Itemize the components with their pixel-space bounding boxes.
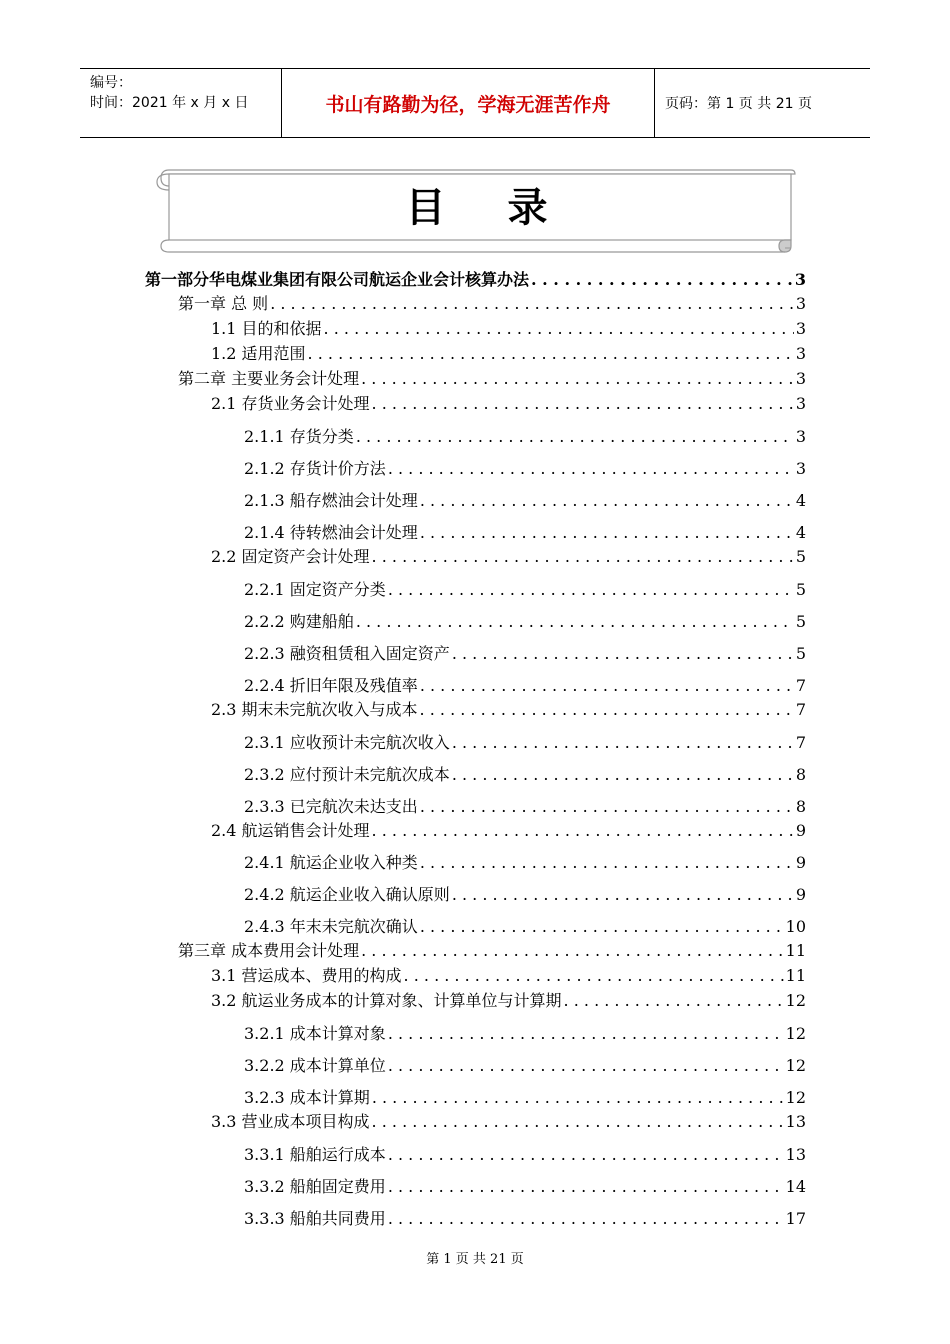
toc-entry-page: 5: [795, 612, 806, 631]
toc-entry-page: 12: [785, 991, 806, 1010]
toc-entry[interactable]: [244, 1174, 806, 1197]
toc-entry-label: 3.3.2 船舶固定费用: [244, 1177, 386, 1196]
toc-entry-label: 第三章 成本费用会计处理: [178, 941, 360, 960]
toc-entry-label: 2.4 航运销售会计处理: [211, 821, 370, 840]
toc-entry-page: 17: [785, 1209, 806, 1228]
toc-entry-label: 2.4.2 航运企业收入确认原则: [244, 885, 450, 904]
toc-entry[interactable]: [244, 520, 806, 543]
page-footer: 第 1 页 共 21 页: [426, 1252, 524, 1267]
toc-entry-page: 8: [795, 797, 806, 816]
toc-entry[interactable]: [211, 341, 806, 364]
page-header: [80, 68, 870, 138]
toc-entry[interactable]: [244, 488, 806, 511]
toc-entry-page: 10: [785, 917, 806, 936]
toc-entry-label: 2.2.4 折旧年限及残值率: [244, 676, 418, 695]
toc-entry[interactable]: [211, 818, 806, 841]
toc-entry[interactable]: [211, 544, 806, 567]
toc-entry-page: 3: [795, 394, 806, 413]
toc-entry-page: 3: [795, 459, 806, 478]
toc-leader-dots: [388, 580, 794, 599]
toc-entry-label: 3.2.2 成本计算单位: [244, 1056, 386, 1075]
toc-entry-page: 9: [795, 885, 806, 904]
toc-entry-label: 2.1.2 存货计价方法: [244, 459, 386, 478]
toc-entry-page: 3: [794, 270, 806, 289]
toc-entry[interactable]: [244, 641, 806, 664]
toc-leader-dots: [452, 733, 794, 752]
toc-entry-label: 第一部分华电煤业集团有限公司航运企业会计核算办法: [145, 270, 530, 289]
toc-entry-label: 2.1.4 待转燃油会计处理: [244, 523, 418, 542]
toc-entry[interactable]: [178, 938, 806, 961]
toc-leader-dots: [452, 885, 794, 904]
toc-leader-dots: [388, 1145, 784, 1164]
toc-entry-page: 7: [795, 700, 806, 719]
toc-entry-label: 第一章 总 则: [178, 294, 269, 313]
toc-entry-page: 13: [785, 1112, 806, 1131]
toc-leader-dots: [420, 676, 794, 695]
toc-leader-dots: [452, 644, 794, 663]
toc-entry[interactable]: [244, 609, 806, 632]
toc-leader-dots: [388, 1177, 784, 1196]
toc-leader-dots: [388, 1056, 784, 1075]
toc-entry[interactable]: [244, 762, 806, 785]
toc-leader-dots: [420, 797, 794, 816]
toc-entry-label: 2.4.3 年末未完航次确认: [244, 917, 418, 936]
toc-entry-page: 12: [785, 1088, 806, 1107]
title-scroll: [155, 160, 800, 255]
toc-entry[interactable]: [244, 850, 806, 873]
toc-leader-dots: [372, 394, 794, 413]
toc-entry-label: 3.3.3 船舶共同费用: [244, 1209, 386, 1228]
toc-entry-label: 2.2.1 固定资产分类: [244, 580, 386, 599]
toc-entry[interactable]: [244, 1021, 806, 1044]
toc-entry-label: 2.3.1 应收预计未完航次收入: [244, 733, 450, 752]
toc-leader-dots: [356, 427, 794, 446]
page-title: 目录: [405, 184, 610, 231]
toc-leader-dots: [388, 459, 794, 478]
toc-entry-page: 12: [785, 1024, 806, 1043]
toc-entry[interactable]: [145, 267, 806, 290]
toc-entry-page: 3: [795, 344, 806, 363]
toc-leader-dots: [420, 917, 784, 936]
header-meta: [80, 69, 281, 137]
toc-entry-page: 4: [795, 491, 806, 510]
toc-entry[interactable]: [211, 391, 806, 414]
toc-entry-page: 3: [795, 369, 806, 388]
toc-leader-dots: [270, 294, 794, 313]
toc-entry-label: 3.2.1 成本计算对象: [244, 1024, 386, 1043]
toc-entry-page: 3: [795, 319, 806, 338]
time-label: 时间：2021 年 x 月 x 日: [90, 95, 249, 111]
toc-entry-page: 12: [785, 1056, 806, 1075]
toc-entry-label: 3.2.3 成本计算期: [244, 1088, 370, 1107]
toc-entry[interactable]: [178, 366, 806, 389]
toc-leader-dots: [452, 765, 794, 784]
toc-entry-page: 3: [795, 427, 806, 446]
toc-entry[interactable]: [244, 914, 806, 937]
toc-leader-dots: [388, 1024, 784, 1043]
number-label: 编号：: [90, 75, 132, 91]
toc-leader-dots: [361, 369, 794, 388]
toc-leader-dots: [420, 523, 794, 542]
toc-entry[interactable]: [244, 1053, 806, 1076]
toc-entry[interactable]: [244, 1142, 806, 1165]
toc-entry-page: 9: [795, 853, 806, 872]
toc-leader-dots: [372, 821, 794, 840]
toc-entry-label: 3.1 营运成本、费用的构成: [211, 966, 402, 985]
toc-entry-label: 2.2.3 融资租赁租入固定资产: [244, 644, 450, 663]
toc-entry-page: 7: [795, 676, 806, 695]
toc-entry[interactable]: [211, 1109, 806, 1132]
toc-entry-page: 5: [795, 547, 806, 566]
header-motto: 书山有路勤为径，学海无涯苦作舟: [281, 69, 655, 137]
toc-leader-dots: [372, 1088, 784, 1107]
toc-leader-dots: [308, 344, 794, 363]
toc-entry[interactable]: [244, 673, 806, 696]
toc-entry-page: 9: [795, 821, 806, 840]
toc-leader-dots: [404, 966, 784, 985]
toc-entry-page: 7: [795, 733, 806, 752]
toc-entry-label: 1.2 适用范围: [211, 344, 306, 363]
toc-leader-dots: [420, 853, 794, 872]
toc-entry[interactable]: [244, 1206, 806, 1229]
header-page-info: 页码：第 1 页 共 21 页: [665, 96, 812, 112]
toc-leader-dots: [531, 270, 793, 289]
toc-entry[interactable]: [178, 291, 806, 314]
toc-leader-dots: [388, 1209, 784, 1228]
toc-entry-page: 13: [785, 1145, 806, 1164]
toc-entry[interactable]: [244, 882, 806, 905]
toc-entry-label: 2.3.2 应付预计未完航次成本: [244, 765, 450, 784]
toc-leader-dots: [324, 319, 794, 338]
toc-leader-dots: [356, 612, 794, 631]
toc-entry[interactable]: [211, 316, 806, 339]
toc-entry[interactable]: [244, 794, 806, 817]
toc-leader-dots: [361, 941, 784, 960]
toc-leader-dots: [564, 991, 784, 1010]
toc-entry-page: 14: [785, 1177, 806, 1196]
toc-leader-dots: [372, 1112, 784, 1131]
toc-entry-label: 3.2 航运业务成本的计算对象、计算单位与计算期: [211, 991, 562, 1010]
toc-leader-dots: [420, 700, 794, 719]
toc-entry-label: 2.3.3 已完航次未达支出: [244, 797, 418, 816]
toc-entry-label: 2.1 存货业务会计处理: [211, 394, 370, 413]
toc-entry-label: 第二章 主要业务会计处理: [178, 369, 360, 388]
toc-entry-page: 8: [795, 765, 806, 784]
toc-entry-page: 5: [795, 644, 806, 663]
toc-entry-page: 11: [785, 941, 806, 960]
toc-entry-page: 4: [795, 523, 806, 542]
toc-entry[interactable]: [244, 577, 806, 600]
toc-entry[interactable]: [211, 963, 806, 986]
toc-entry-page: 5: [795, 580, 806, 599]
toc-entry-label: 2.2.2 购建船舶: [244, 612, 354, 631]
toc-entry-label: 2.2 固定资产会计处理: [211, 547, 370, 566]
toc-entry-label: 2.4.1 航运企业收入种类: [244, 853, 418, 872]
toc-entry-label: 2.1.1 存货分类: [244, 427, 354, 446]
toc-entry-label: 3.3 营业成本项目构成: [211, 1112, 370, 1131]
toc-entry-label: 2.1.3 船存燃油会计处理: [244, 491, 418, 510]
toc-entry[interactable]: [244, 456, 806, 479]
toc-entry-label: 1.1 目的和依据: [211, 319, 322, 338]
toc-entry[interactable]: [244, 424, 806, 447]
toc-leader-dots: [372, 547, 794, 566]
toc-entry-page: 11: [785, 966, 806, 985]
toc-entry[interactable]: [211, 697, 806, 720]
toc-entry-page: 3: [795, 294, 806, 313]
toc-leader-dots: [420, 491, 794, 510]
toc-entry[interactable]: [244, 1085, 806, 1108]
toc-entry[interactable]: [244, 730, 806, 753]
toc-entry-label: 2.3 期末未完航次收入与成本: [211, 700, 418, 719]
toc-entry[interactable]: [211, 988, 806, 1011]
toc-entry-label: 3.3.1 船舶运行成本: [244, 1145, 386, 1164]
